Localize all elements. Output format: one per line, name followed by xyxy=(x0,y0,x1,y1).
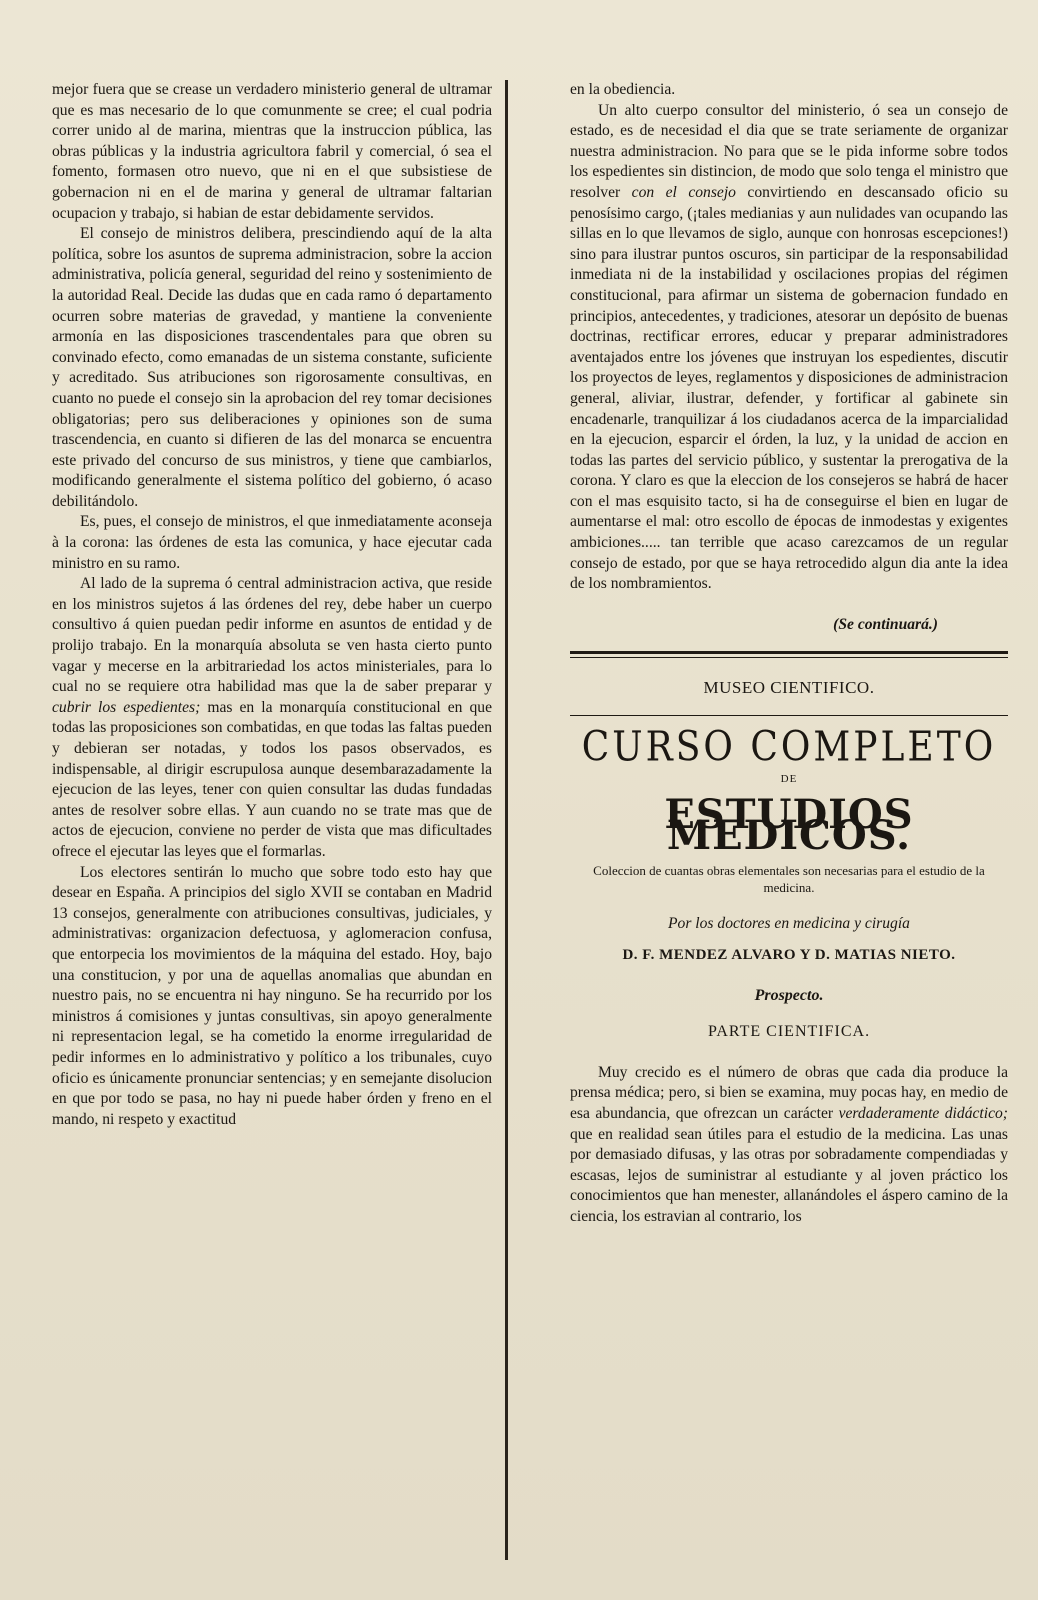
paragraph: El consejo de ministros delibera, prescindiendo aquí de la alta política, sobre los asuntos de suprema administracion, sobre la accion administrativa, policía general, seguridad del reino y sostenimiento de la autoridad Real. Decide las dudas que en cada ramo ó departamento ocurren sobre materias de gravedad, y mantiene la conveniente armonía en las disposiciones trascendentales para que obren su convinado efecto, como emanadas de un sistema constante, suficiente y acreditado. Sus atribuciones son rigorosamente consultivas, en cuanto no puede el consejo sin la aprobacion del rey tomar decisiones obligatorias; pero sus deliberaciones y opiniones son de suma trascendencia, en cuanto si difieren de las del monarca se encuentra este privado del concurso de sus ministros, y tiene que cambiarlos, modificando generalmente el sistema político del gobierno, ó acaso debilitándolo. xyxy=(52,225,492,510)
paragraph: Un alto cuerpo consultor del ministerio, ó sea un consejo de estado, es de necesidad el dia que se trate seriamente de organizar nuestra administracion. No para que se le pida informe sobre todos los espedientes sin distincion, de modo que solo tenga el ministro que resolver con el consejo convirtiendo en descansado oficio su penosísimo cargo, (¡tales medianias y aun nulidades van ocupando las sillas en lo que llevamos de siglo, aunque con honrosas escepciones!) sino para ilustrar puntos oscuros, sin participar de la responsabilidad inmediata ni de la instabilidad y oscilaciones propias del régimen constitucional, para afirmar un sistema de gobernacion fundado en principios, antecedentes, y tradiciones, atesorar un depósito de buenas doctrinas, rectificar errores, educar y preparar administradores aventajados entre los jóvenes que instruyan los espedientes, discutir los proyectos de leyes, reglamentos y disposiciones de administracion general, aliviar, ilustrar, defender, y fortificar al gabinete sin encadenarle, tranquilizar á los ciudadanos acerca de la imparcialidad en la ejecucion, esparcir el órden, la luz, y la unidad de accion en todas las partes del servicio público, y sustentar la prerogativa de la corona. Y claro es que la eleccion de los consejeros se habrá de hacer con el mas esquisito tacto, si ha de conseguirse el bien en lugar de aumentarse el mal: otro escollo de épocas de inmodestas y exigentes ambiciones..... tan terrible que acaso carezcamos de un regular consejo de estado, por que se haya retrocedido algun dia ante la idea de los nombramientos. xyxy=(570,101,1009,593)
paragraph: Muy crecido es el número de obras que cada dia produce la prensa médica; pero, si bien se examina, muy pocas hay, en medio de esa abundancia, que ofrezcan un carácter verdaderamente didáctico; que en realidad sean útiles para el estudio de la medicina. Las unas por demasiado difusas, y las otras por sobradamente compendiadas y escasas, lejos de suministrar al estudiante y al joven práctico los conocimientos que han menester, allanándoles el áspero camino de la ciencia, los estravian al contrario, los xyxy=(570,1063,1008,1225)
prospecto-heading: Prospecto. xyxy=(754,986,824,1004)
paragraph: en la obediencia. xyxy=(570,81,676,98)
italic-phrase: con el consejo xyxy=(631,183,736,201)
section-title: MUSEO CIENTIFICO. xyxy=(703,678,875,698)
prospectus-title-de: DE xyxy=(780,772,798,785)
right-column xyxy=(570,80,1008,1228)
prospectus-title-main: ESTUDIOS MEDICOS. xyxy=(664,791,914,859)
italic-phrase: cubrir los espedientes; xyxy=(52,698,201,716)
left-column xyxy=(52,80,492,1130)
paragraph: Los electores sentirán lo mucho que sobre todo esto hay que desear en España. A principios del siglo XVII se contaban en Madrid 13 consejos, generalmente con atribuciones consultivas, judiciales, y administrativas: organizacion defectuosa, y aglomeracion confusa, que entorpecia los movimientos de la máquina del estado. Hoy, bajo una constitucion, y por una de aquellas anomalias que abundan en nuestro pais, no se encuentra ni hay ninguno. Se ha recurrido por los ministros á comisiones y juntas consultivas, sin apoyo generalmente ni representacion legal, se ha cometido la enorme irregularidad de pedir informes en lo administrativo y político a los tribunales, cuyo oficio es únicamente pronunciar sentencias; y en semejante disolucion en que por todo se pasa, no hay ni puede haber órden y freno en el mando, ni respeto y exactitud xyxy=(52,863,492,1128)
authors: D. F. MENDEZ ALVARO Y D. MATIAS NIETO. xyxy=(622,947,956,963)
continuation-note: (Se continuará.) xyxy=(833,615,938,633)
column-divider xyxy=(505,80,508,1560)
authors-intro: Por los doctores en medicina y cirugía xyxy=(668,915,910,933)
paragraph: mejor fuera que se crease un verdadero ministerio general de ultramar que es mas necesario de lo que comunmente se cree; el cual podria correr unido al de marina, mientras que la instruccion pública, las obras públicas y la industria agricultora fabril y comercial, ó sea el fomento, formasen otro nuevo, que ni en el que subsistiese de gobernacion ni en el de marina y general de ultramar faltarian ocupacion y trabajo, si habian de estar debidamente servidos. xyxy=(52,81,492,222)
prospectus-subtitle: Coleccion de cuantas obras elementales son necesarias para el estudio de la medicina. xyxy=(593,863,985,896)
paragraph: Al lado de la suprema ó central administracion activa, que reside en los ministros sujetos á las órdenes del rey, debe haber un cuerpo consultivo á quien puedan pedir informe en asuntos de entidad y de prolijo trabajo. En la monarquía absoluta se ven hasta cierto punto vagar y mecerse en la arbitrariedad los actos ministeriales, para lo cual no se requiere otra habilidad mas que la de saber preparar y cubrir los espedientes; mas en la monarquía constitucional en que todas las proposiciones son combatidas, en que todas las faltas pueden y debieran ser notadas, y todos los pasos observados, es indispensable, al dirigir escrupulosa aunque desembarazadamente la ejecucion de las leyes, tener con quien consultar las dudas fundadas antes de resolver sobre ellas. Y aun cuando no se trate mas que de actos de ejecucion, conviene no perder de vista que mas dificultades ofrece el ejecutar las leyes que el formarlas. xyxy=(52,575,492,860)
part-heading: PARTE CIENTIFICA. xyxy=(707,1023,871,1041)
double-rule-divider xyxy=(570,651,1008,658)
italic-phrase: verdaderamente didáctico; xyxy=(838,1104,1008,1122)
rule-divider xyxy=(570,715,1008,716)
prospectus-title: CURSO COMPLETO xyxy=(581,723,997,771)
paragraph: Es, pues, el consejo de ministros, el que inmediatamente aconseja à la corona: las órdenes de esta las comunica, y hace ejecutar cada ministro en su ramo. xyxy=(52,513,492,572)
